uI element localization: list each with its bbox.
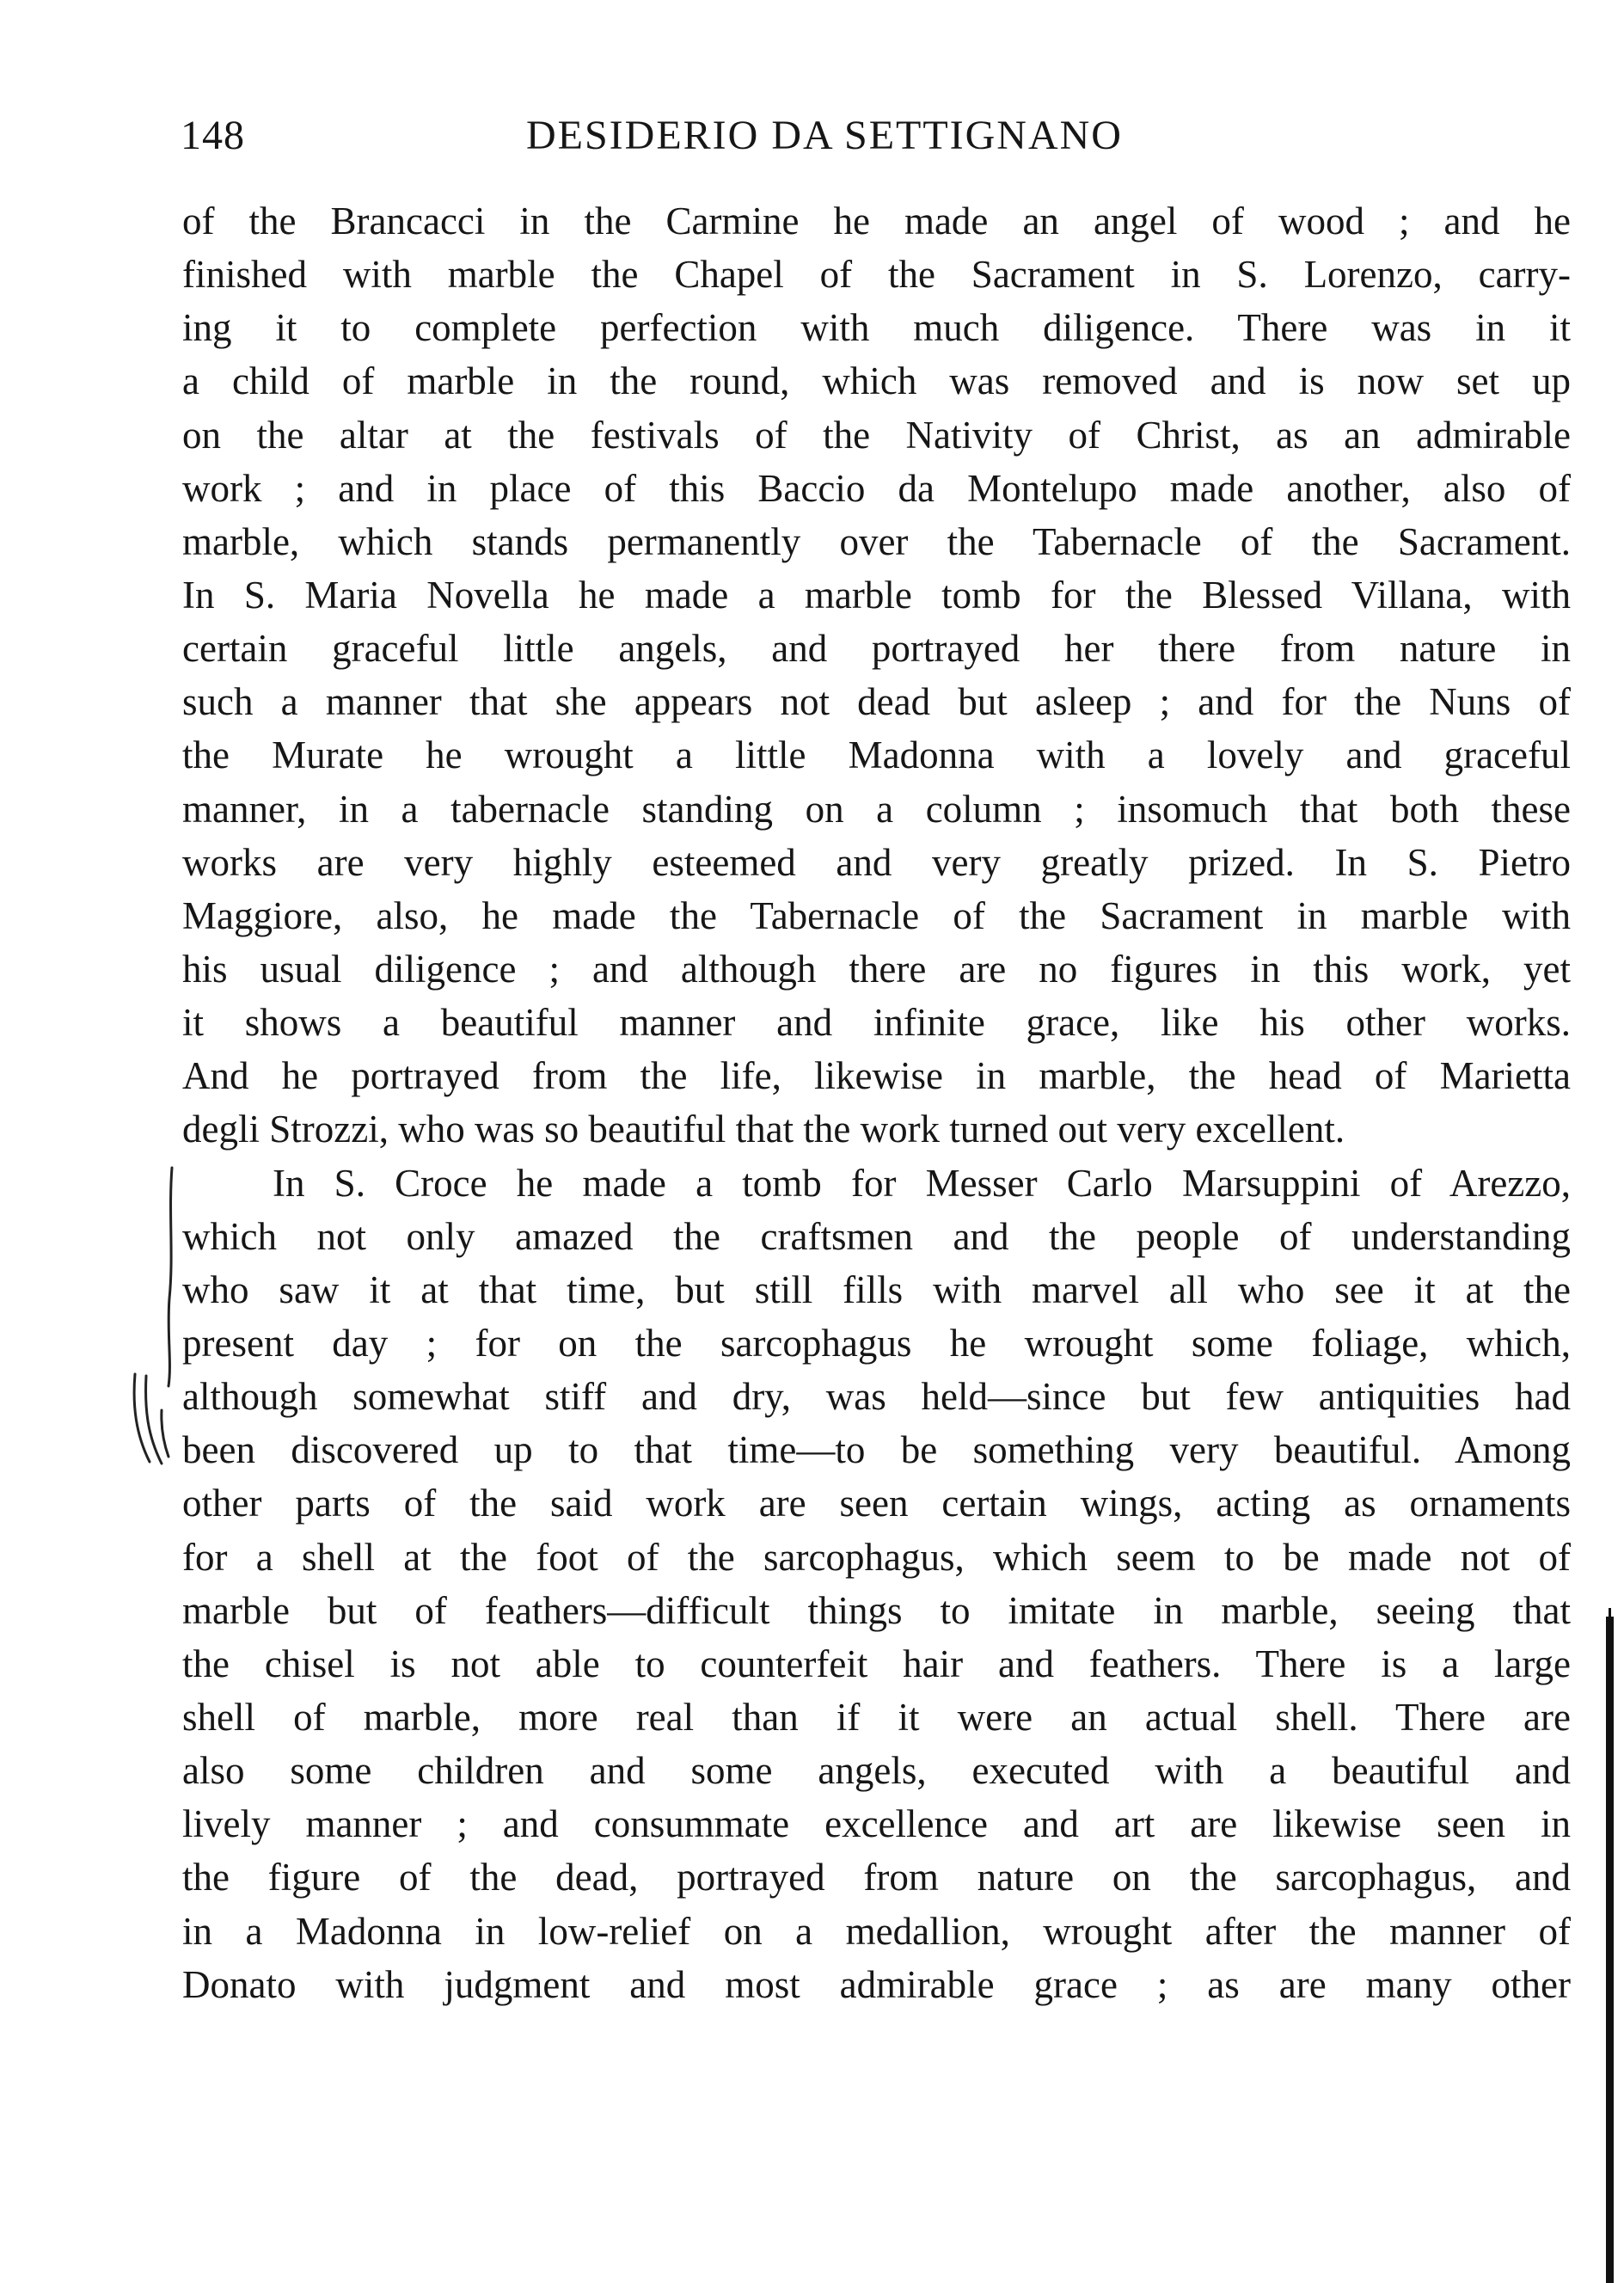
text-line: been discovered up to that time—to be something very beautiful. Among xyxy=(182,1428,1571,1472)
text-line: certain graceful little angels, and portrayed her there from nature in xyxy=(182,627,1571,671)
text-line: which not only amazed the craftsmen and the people of understanding xyxy=(182,1214,1571,1258)
page-number: 148 xyxy=(181,113,245,158)
running-head: DESIDERIO DA SETTIGNANO xyxy=(526,113,1123,158)
text-line: although somewhat stiff and dry, was held—since but few antiquities had xyxy=(182,1375,1571,1419)
text-line: In S. Maria Novella he made a marble tomb for the Blessed Villana, with xyxy=(182,573,1571,617)
text-line: shell of marble, more real than if it were an actual shell. There are xyxy=(182,1695,1571,1739)
text-line: marble, which stands permanently over the Tabernacle of the Sacrament. xyxy=(182,519,1571,563)
text-line: of the Brancacci in the Carmine he made an angel of wood ; and he xyxy=(182,199,1571,242)
text-line: lively manner ; and consummate excellence and art are likewise seen in xyxy=(182,1802,1571,1846)
text-line: Donato with judgment and most admirable grace ; as are many other xyxy=(182,1962,1571,2006)
text-line: other parts of the said work are seen certain wings, acting as ornaments xyxy=(182,1482,1571,1525)
text-line: in a Madonna in low-relief on a medallion, wrought after the manner of xyxy=(182,1909,1571,1953)
text-line: works are very highly esteemed and very greatly prized. In S. Pietro xyxy=(182,840,1571,884)
text-line: In S. Croce he made a tomb for Messer Carlo Marsuppini of Arezzo, xyxy=(273,1161,1571,1205)
text-line: on the altar at the festivals of the Nativity of Christ, as an admirable xyxy=(182,413,1571,457)
paragraph-2 xyxy=(182,1157,1571,2011)
text-line: it shows a beautiful manner and infinite grace, like his other works. xyxy=(182,1001,1571,1045)
text-line: for a shell at the foot of the sarcophagus, which seem to be made not of xyxy=(182,1535,1571,1579)
scan-edge-nick xyxy=(1609,1608,1611,1627)
text-line: finished with marble the Chapel of the Sacrament in S. Lorenzo, carry- xyxy=(182,253,1571,297)
text-line: also some children and some angels, executed with a beautiful and xyxy=(182,1749,1571,1793)
text-line: marble but of feathers—difficult things to imitate in marble, seeing that xyxy=(182,1588,1571,1632)
text-line: manner, in a tabernacle standing on a column ; insomuch that both these xyxy=(182,787,1571,831)
text-line: such a manner that she appears not dead but asleep ; and for the Nuns of xyxy=(182,680,1571,724)
text-line: the figure of the dead, portrayed from nature on the sarcophagus, and xyxy=(182,1856,1571,1899)
text-line: a child of marble in the round, which was removed and is now set up xyxy=(182,359,1571,403)
text-line: work ; and in place of this Baccio da Montelupo made another, also of xyxy=(182,466,1571,510)
text-line: Maggiore, also, he made the Tabernacle of the Sacrament in marble with xyxy=(182,893,1571,937)
text-line: the Murate he wrought a little Madonna with a lovely and graceful xyxy=(182,733,1571,777)
text-line: And he portrayed from the life, likewise in marble, the head of Marietta xyxy=(182,1054,1571,1098)
margin-annotation-mark xyxy=(120,1161,189,1479)
text-line: degli Strozzi, who was so beautiful that the work turned out very excellent. xyxy=(182,1108,1345,1151)
text-line: ing it to complete perfection with much diligence. There was in it xyxy=(182,306,1571,350)
scan-edge-shadow xyxy=(1606,1617,1614,2283)
text-line: present day ; for on the sarcophagus he wrought some foliage, which, xyxy=(182,1321,1571,1365)
text-line: the chisel is not able to counterfeit hair and feathers. There is a large xyxy=(182,1642,1571,1685)
text-line: who saw it at that time, but still fills with marvel all who see it at the xyxy=(182,1267,1571,1311)
text-line: his usual diligence ; and although there are no figures in this work, yet xyxy=(182,947,1571,991)
text-body xyxy=(182,194,1571,2011)
paragraph-1 xyxy=(182,194,1571,1157)
